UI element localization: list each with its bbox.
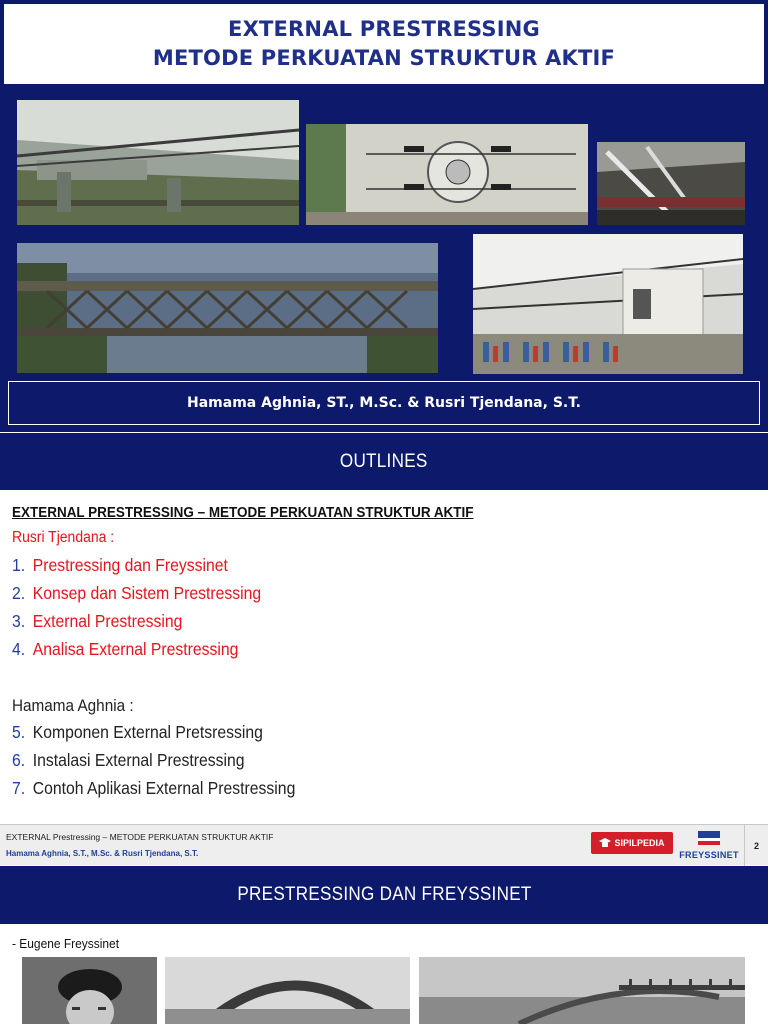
outlines-title: OUTLINES bbox=[340, 450, 428, 472]
photo-portrait bbox=[22, 957, 157, 1024]
page-number: 2 bbox=[744, 825, 768, 866]
photo-tank-anchor bbox=[306, 124, 588, 225]
outlines-subtitle: EXTERNAL PRESTRESSING – METODE PERKUATAN STRUKTUR AKTIF bbox=[12, 505, 474, 521]
sipilpedia-logo-text: SIPILPEDIA bbox=[614, 838, 665, 848]
prestressing-header bbox=[0, 866, 768, 924]
outline-item-text: Komponen External Pretsressing bbox=[32, 722, 263, 742]
outline-item-number: 4. bbox=[12, 639, 26, 659]
bullet-eugene-freyssinet: - Eugene Freyssinet bbox=[12, 936, 120, 951]
outlines-header bbox=[0, 433, 768, 490]
outline-item-5 bbox=[12, 722, 263, 743]
photo-steel-beams bbox=[597, 142, 745, 225]
outline-item-6 bbox=[12, 750, 245, 771]
outline-item-1 bbox=[12, 555, 228, 576]
outline-item-text: Analisa External Prestressing bbox=[32, 639, 239, 659]
photo-bridge-underside bbox=[17, 100, 299, 225]
outline-item-3 bbox=[12, 611, 182, 632]
presenter-hamama: Hamama Aghnia : bbox=[12, 696, 134, 715]
graduation-cap-icon bbox=[599, 838, 611, 848]
presenter-rusri: Rusri Tjendana : bbox=[12, 529, 115, 546]
prestressing-title: PRESTRESSING DAN FREYSSINET bbox=[236, 884, 532, 905]
title-slide bbox=[0, 0, 768, 432]
outline-item-number: 7. bbox=[12, 778, 26, 798]
outline-item-4 bbox=[12, 639, 238, 660]
footer-authors: Hamama Aghnia, S.T., M.Sc. & Rusri Tjendana, S.T. bbox=[6, 849, 199, 858]
prestressing-slide bbox=[0, 866, 768, 1024]
footer-title: EXTERNAL Prestressing – METODE PERKUATAN STRUKTUR AKTIF bbox=[6, 832, 274, 842]
outline-item-text: Instalasi External Prestressing bbox=[32, 750, 245, 770]
outline-item-text: Contoh Aplikasi External Prestressing bbox=[32, 778, 296, 798]
photo-truss-bridge bbox=[17, 243, 438, 373]
freyssinet-logo-text: FREYSSINET bbox=[679, 850, 739, 860]
freyssinet-flag-icon bbox=[698, 831, 720, 845]
photo-viaduct bbox=[419, 957, 745, 1024]
outline-item-number: 6. bbox=[12, 750, 26, 770]
slide-title-line2: METODE PERKUATAN STRUKTUR AKTIF bbox=[152, 46, 616, 70]
outline-item-text: External Prestressing bbox=[32, 611, 183, 631]
sipilpedia-logo bbox=[591, 832, 673, 854]
outline-item-7 bbox=[12, 778, 295, 799]
outline-item-2 bbox=[12, 583, 261, 604]
slide-footer bbox=[0, 824, 768, 865]
photo-building-interior bbox=[473, 234, 743, 374]
outline-item-number: 2. bbox=[12, 583, 26, 603]
outline-item-number: 3. bbox=[12, 611, 26, 631]
title-box bbox=[4, 4, 764, 84]
outline-item-number: 5. bbox=[12, 722, 26, 742]
author-names: Hamama Aghnia, ST., M.Sc. & Rusri Tjendana, S.T. bbox=[187, 395, 581, 411]
freyssinet-logo bbox=[678, 829, 740, 863]
outline-item-text: Prestressing dan Freyssinet bbox=[32, 555, 228, 575]
outline-item-number: 1. bbox=[12, 555, 26, 575]
outlines-slide bbox=[0, 433, 768, 865]
slide-title-line1: EXTERNAL PRESTRESSING bbox=[228, 17, 540, 41]
photo-arch-bridge bbox=[165, 957, 410, 1024]
author-box bbox=[8, 381, 760, 425]
outline-item-text: Konsep dan Sistem Prestressing bbox=[32, 583, 262, 603]
